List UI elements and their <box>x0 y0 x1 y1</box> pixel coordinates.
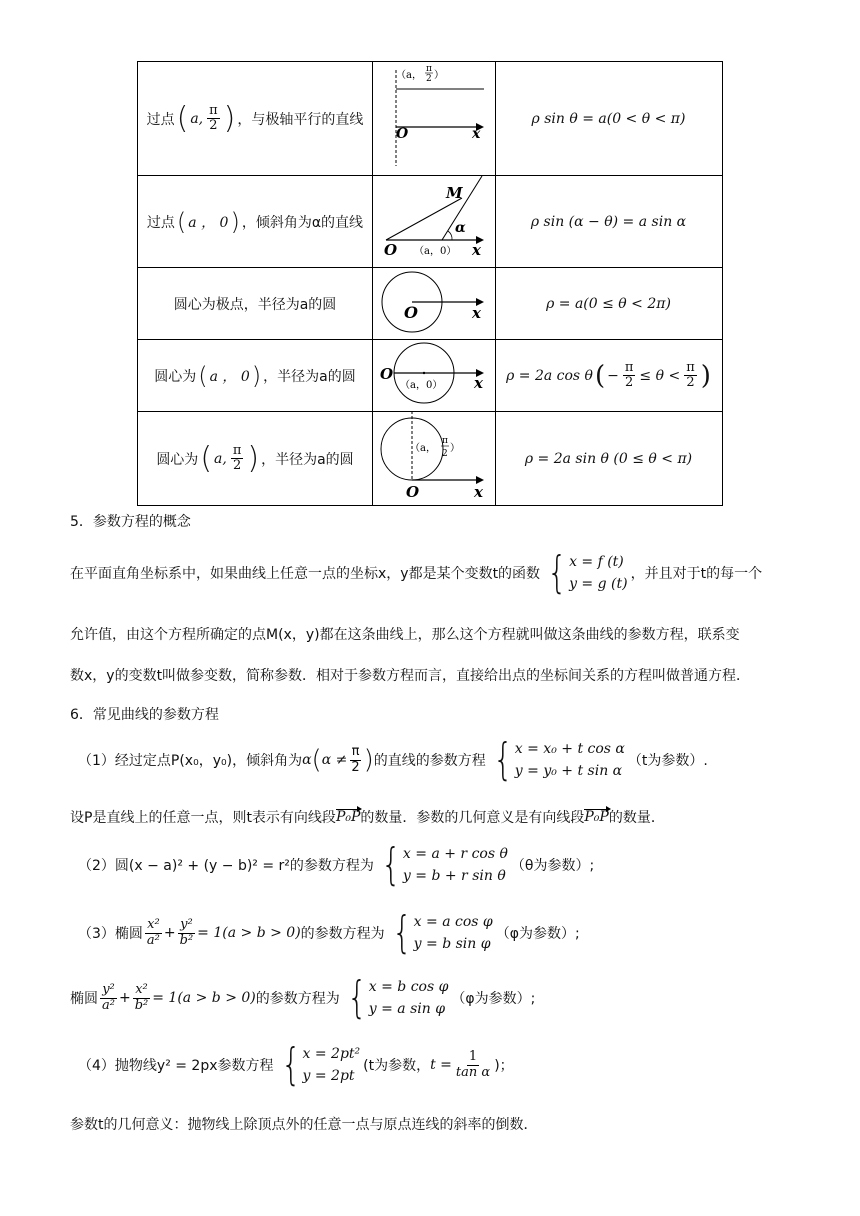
ellipse-vertical-param-system: { x = b cos φ y = a sin φ <box>346 972 449 1023</box>
svg-text:（a，0）: （a，0） <box>414 245 457 257</box>
table-row <box>137 339 723 411</box>
row-description: 圆心为 ( a, $\frac{\pi}{2}$ ) ，半径为a的圆 <box>138 412 373 505</box>
svg-text:2: 2 <box>442 449 448 459</box>
inclined-line-figure <box>372 176 495 268</box>
svg-text:（a，: （a， <box>410 443 436 454</box>
svg-text:O: O <box>404 302 418 322</box>
function-system: { x = f (t) y = g (t) <box>547 547 628 598</box>
line-parallel-to-axis-figure <box>372 62 495 176</box>
svg-text:α: α <box>455 219 466 236</box>
row-description: 圆心为 ( a ， 0 ) ，半径为a的圆 <box>138 340 373 411</box>
section-5-paragraph-line3: 数x，y的变数t叫做参变数，简称参数．相对于参数方程而言，直接给出点的坐标间关系的方程叫做普通方程． <box>70 668 751 684</box>
item-1-note: 设P是直线上的任意一点，则t表示有向线段 P₀P 的数量．参数的几何意义是有向线段 P₀P 的数量． <box>70 809 665 826</box>
svg-text:O: O <box>384 240 398 259</box>
row-equation: ρ = 2a cos θ ( − $\frac{\pi}{2}$ ≤ θ < $\frac{\pi}{2}$ ) <box>506 359 711 391</box>
svg-text:）: ） <box>434 69 444 81</box>
svg-text:（a，0）: （a，0） <box>400 379 443 391</box>
row-description: 过点 ( a, $\frac{\pi}{2}$ ) ，与极轴平行的直线 <box>138 62 373 175</box>
svg-text:x: x <box>474 373 483 392</box>
table-row <box>137 175 723 267</box>
row-figure <box>372 340 496 411</box>
svg-text:π: π <box>426 63 432 74</box>
item-1-line-parametric: （1）经过定点P(x₀，y₀)，倾斜角为 α ( α ≠ $\frac{\pi}{2}$ ) 的直线的参数方程 { x = x₀ + t cos α y = y₀ + t sin α （t为参数）. <box>78 734 708 785</box>
item-4-parabola-parametric: （4）抛物线y² = 2px参数方程 { x = 2pt² y = 2pt (t为参数， t = $\frac{1}{\text{tan α}}$ )； <box>78 1039 514 1090</box>
item-3-ellipse-vertical: 椭圆 $\frac{\text{y²}}{\text{a²}}$ + $\frac{\text{x²}}{\text{b²}}$ = 1(a > b > 0) 的参数方程为 { x = b cos φ y = a sin φ （φ为参数）; <box>70 972 536 1023</box>
row-figure <box>372 412 496 505</box>
section-5-paragraph-line2: 允许值，由这个方程所确定的点M(x，y)都在这条曲线上，那么这个方程就叫做这条曲线的参数方程，联系变 <box>70 627 740 643</box>
svg-text:π: π <box>442 436 448 446</box>
svg-text:x: x <box>472 240 481 259</box>
svg-text:2: 2 <box>426 73 432 84</box>
row-equation: ρ sin (α − θ) = a sin α <box>530 213 687 230</box>
svg-text:O: O <box>396 125 409 142</box>
circle-on-polar-axis-figure <box>372 411 495 506</box>
row-description: 过点 ( a ， 0 ) ，倾斜角为α的直线 <box>138 176 373 267</box>
row-figure <box>372 62 496 175</box>
table-row <box>137 267 723 339</box>
row-equation: ρ = a(0 ≤ θ < 2π) <box>546 295 671 312</box>
parabola-param-system: { x = 2pt² y = 2pt <box>280 1039 361 1090</box>
svg-text:O: O <box>406 483 420 501</box>
svg-text:x: x <box>472 303 481 322</box>
svg-text:M: M <box>446 183 463 202</box>
row-figure <box>372 176 496 267</box>
svg-text:O: O <box>380 364 394 383</box>
polar-equations-table <box>137 61 723 506</box>
row-description: 圆心为极点，半径为a的圆 <box>138 268 373 339</box>
line-param-system: { x = x₀ + t cos α y = y₀ + t sin α <box>492 734 625 785</box>
item-2-circle-parametric: （2）圆(x − a)² + (y − b)² = r²的参数方程为 { x = a + r cos θ y = b + r sin θ （θ为参数）; <box>78 839 595 890</box>
ellipse-param-system: { x = a cos φ y = b sin φ <box>391 907 493 958</box>
row-equation: ρ sin θ = a(0 < θ < π) <box>531 110 686 127</box>
circle-at-a-figure <box>372 340 495 412</box>
row-equation: ρ = 2a sin θ (0 ≤ θ < π) <box>524 450 693 467</box>
section-5-paragraph-line1: 在平面直角坐标系中，如果曲线上任意一点的坐标x，y都是某个变数t的函数 { x = f (t) y = g (t) ，并且对于t的每一个 <box>70 547 763 598</box>
table-row <box>137 411 723 506</box>
item-4-note: 参数t的几何意义：抛物线上除顶点外的任意一点与原点连线的斜率的倒数． <box>70 1117 538 1133</box>
svg-text:x: x <box>474 483 483 501</box>
row-figure <box>372 268 496 339</box>
circle-at-pole-figure <box>372 268 495 340</box>
section-5-heading: 5．参数方程的概念 <box>70 514 191 530</box>
svg-text:x: x <box>472 125 481 142</box>
svg-text:）: ） <box>450 443 460 454</box>
table-row <box>137 61 723 175</box>
section-6-heading: 6．常见曲线的参数方程 <box>70 707 219 723</box>
circle-param-system: { x = a + r cos θ y = b + r sin θ <box>381 839 508 890</box>
item-3-ellipse-parametric: （3）椭圆 $\frac{\text{x²}}{\text{a²}}$ + $\frac{\text{y²}}{\text{b²}}$ = 1(a > b > 0) 的参数方程为 { x = a cos φ y = b sin φ （φ为参数）; <box>78 907 580 958</box>
svg-text:（a，: （a， <box>396 69 422 81</box>
